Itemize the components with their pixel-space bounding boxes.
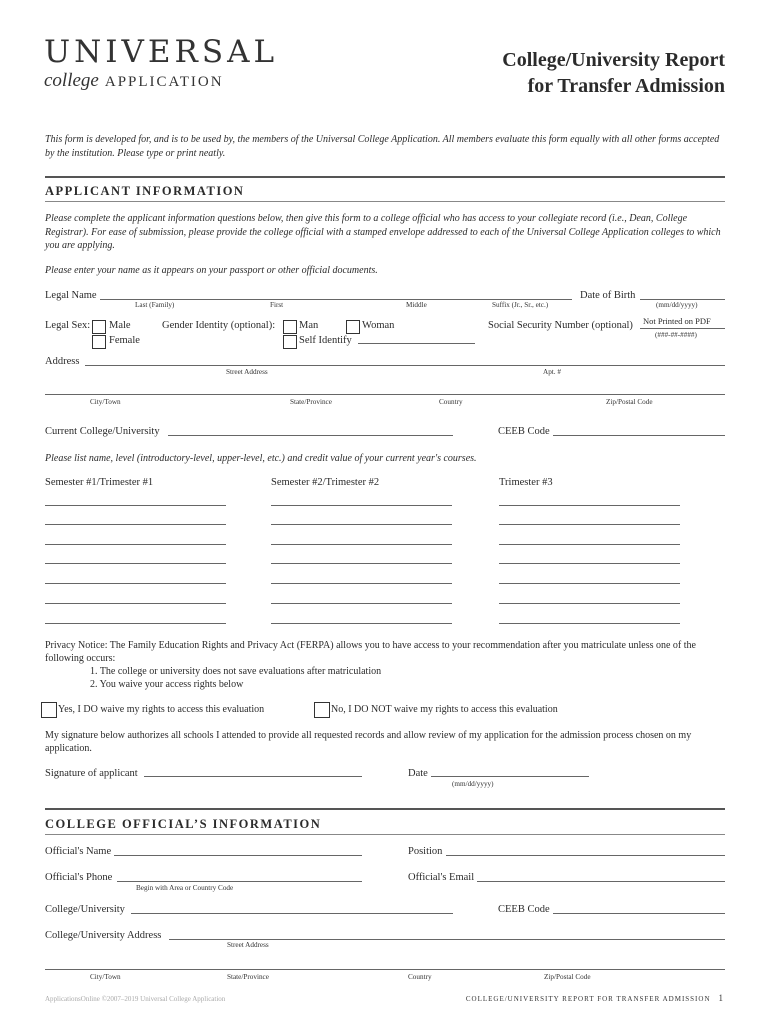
city-caption: City/Town xyxy=(90,398,121,406)
official-country-caption: Country xyxy=(408,973,432,981)
courses-note: Please list name, level (introductory-level, upper-level, etc.) and credit value of your current year's courses. xyxy=(45,453,477,464)
legal-name-field[interactable] xyxy=(100,299,572,300)
address-label: Address xyxy=(45,356,80,367)
trimester3-heading: Trimester #3 xyxy=(499,477,553,488)
waive-yes-checkbox[interactable] xyxy=(41,702,57,718)
official-zip-caption: Zip/Postal Code xyxy=(544,973,591,981)
official-college-label: College/University xyxy=(45,904,125,915)
official-email-label: Official's Email xyxy=(408,872,475,883)
privacy-item-2: 2. You waive your access rights below xyxy=(90,679,244,690)
page-title xyxy=(502,47,725,99)
section-divider xyxy=(45,808,725,810)
state-caption: State/Province xyxy=(290,398,332,406)
ssn-format: (###-##-####) xyxy=(655,331,697,339)
logo-universal: UNIVERSAL xyxy=(44,34,279,70)
country-caption: Country xyxy=(439,398,463,406)
official-ceeb-field[interactable] xyxy=(553,913,725,914)
city-state-field[interactable] xyxy=(45,394,725,395)
position-field[interactable] xyxy=(446,855,725,856)
signature-date-label: Date xyxy=(408,768,428,779)
applicant-instructions: Please complete the applicant information questions below, then give this form to a college official who has access to your collegiate record (i.e., Dean, College Registrar). For ease of submission, please provide the college official with a stamped envelope addressed to each of the Universal College Application colleges to which you are applying. xyxy=(45,213,721,251)
dob-field[interactable] xyxy=(640,299,725,300)
woman-label: Woman xyxy=(362,320,395,331)
male-checkbox[interactable] xyxy=(92,320,106,334)
man-label: Man xyxy=(299,320,319,331)
female-label: Female xyxy=(109,335,140,346)
course-line-col2-row7[interactable] xyxy=(271,623,452,624)
page-title-line1: College/University Report xyxy=(502,49,725,71)
course-line-col1-row2[interactable] xyxy=(45,524,226,525)
semester1-heading: Semester #1/Trimester #1 xyxy=(45,477,154,488)
footer-form-name xyxy=(466,993,724,1003)
street-address-field[interactable] xyxy=(85,365,725,366)
footer-form-title: COLLEGE/UNIVERSITY REPORT FOR TRANSFER ADMISSION xyxy=(465,995,711,1003)
waive-yes-label: Yes, I DO waive my rights to access this evaluation xyxy=(58,704,265,715)
official-phone-label: Official's Phone xyxy=(45,872,113,883)
apt-caption: Apt. # xyxy=(543,368,561,376)
course-line-col1-row7[interactable] xyxy=(45,623,226,624)
section-divider xyxy=(45,201,725,202)
signature-label: Signature of applicant xyxy=(45,768,138,779)
suffix-caption: Suffix (Jr., Sr., etc.) xyxy=(492,301,549,309)
ceeb-field[interactable] xyxy=(553,435,725,436)
last-name-caption: Last (Family) xyxy=(135,301,175,309)
course-line-col1-row4[interactable] xyxy=(45,563,226,564)
ssn-value: Not Printed on PDF xyxy=(643,316,711,326)
official-city-state-field[interactable] xyxy=(45,969,725,970)
course-line-col1-row1[interactable] xyxy=(45,505,226,506)
page-number: 1 xyxy=(718,993,724,1003)
official-address-label: College/University Address xyxy=(45,930,162,941)
course-line-col3-row2[interactable] xyxy=(499,524,680,525)
ssn-label: Social Security Number (optional) xyxy=(488,320,633,331)
official-phone-field[interactable] xyxy=(117,881,362,882)
semester2-heading: Semester #2/Trimester #2 xyxy=(271,477,380,488)
male-label: Male xyxy=(109,320,131,331)
course-line-col2-row4[interactable] xyxy=(271,563,452,564)
course-line-col1-row6[interactable] xyxy=(45,603,226,604)
zip-caption: Zip/Postal Code xyxy=(606,398,653,406)
phone-caption: Begin with Area or Country Code xyxy=(136,884,234,892)
course-line-col3-row3[interactable] xyxy=(499,544,680,545)
signature-date-field[interactable] xyxy=(431,776,589,777)
position-label: Position xyxy=(408,846,443,857)
course-line-col2-row2[interactable] xyxy=(271,524,452,525)
dob-format: (mm/dd/yyyy) xyxy=(656,301,698,309)
privacy-notice: Privacy Notice: The Family Education Rights and Privacy Act (FERPA) allows you to have access to your recommendation after you matriculate unless one of the following occurs: xyxy=(45,640,696,664)
course-line-col1-row3[interactable] xyxy=(45,544,226,545)
official-college-field[interactable] xyxy=(131,913,453,914)
official-city-caption: City/Town xyxy=(90,973,121,981)
self-identify-field[interactable] xyxy=(358,343,475,344)
section-heading-applicant: APPLICANT INFORMATION xyxy=(45,184,245,198)
gender-identity-label: Gender Identity (optional): xyxy=(162,320,276,331)
course-line-col3-row7[interactable] xyxy=(499,623,680,624)
official-street-field[interactable] xyxy=(169,939,725,940)
official-name-label: Official's Name xyxy=(45,846,112,857)
ceeb-label: CEEB Code xyxy=(498,426,550,437)
course-line-col2-row6[interactable] xyxy=(271,603,452,604)
official-email-field[interactable] xyxy=(477,881,725,882)
legal-sex-label: Legal Sex: xyxy=(45,320,91,331)
course-line-col3-row6[interactable] xyxy=(499,603,680,604)
waive-no-checkbox[interactable] xyxy=(314,702,330,718)
logo-college-word: college xyxy=(44,70,99,91)
section-divider xyxy=(45,834,725,835)
course-line-col3-row4[interactable] xyxy=(499,563,680,564)
page-title-line2: for Transfer Admission xyxy=(527,75,725,97)
course-line-col2-row5[interactable] xyxy=(271,583,452,584)
ssn-field[interactable] xyxy=(640,328,725,329)
course-line-col3-row5[interactable] xyxy=(499,583,680,584)
official-street-caption: Street Address xyxy=(227,941,269,949)
official-state-caption: State/Province xyxy=(227,973,269,981)
intro-text: This form is developed for, and is to be used by, the members of the Universal College Application. All members evaluate this form equally with all other forms accepted by the institution. Please type or print neatly. xyxy=(45,134,720,159)
course-line-col1-row5[interactable] xyxy=(45,583,226,584)
signature-field[interactable] xyxy=(144,776,362,777)
course-line-col3-row1[interactable] xyxy=(499,505,680,506)
section-heading-official: COLLEGE OFFICIAL’S INFORMATION xyxy=(45,817,322,831)
man-checkbox[interactable] xyxy=(283,320,297,334)
street-address-caption: Street Address xyxy=(226,368,268,376)
section-divider xyxy=(45,176,725,178)
signature-date-format: (mm/dd/yyyy) xyxy=(452,780,494,788)
current-college-label: Current College/University xyxy=(45,426,160,437)
dob-label: Date of Birth xyxy=(580,290,636,301)
course-line-col2-row1[interactable] xyxy=(271,505,452,506)
self-identify-checkbox[interactable] xyxy=(283,335,297,349)
name-note: Please enter your name as it appears on your passport or other official documents. xyxy=(45,265,378,276)
current-college-field[interactable] xyxy=(168,435,453,436)
authorization-text: My signature below authorizes all schools I attended to provide all requested records and allow review of my application for the admission process chosen on my application. xyxy=(45,730,692,754)
official-name-field[interactable] xyxy=(114,855,362,856)
self-identify-label: Self Identify xyxy=(299,335,352,346)
woman-checkbox[interactable] xyxy=(346,320,360,334)
legal-name-label: Legal Name xyxy=(45,290,97,301)
female-checkbox[interactable] xyxy=(92,335,106,349)
first-name-caption: First xyxy=(270,301,284,309)
middle-name-caption: Middle xyxy=(406,301,427,309)
footer-copyright: ApplicationsOnline ©2007–2019 Universal College Application xyxy=(45,995,226,1003)
course-line-col2-row3[interactable] xyxy=(271,544,452,545)
logo-application-word: APPLICATION xyxy=(104,74,224,90)
waive-no-label: No, I DO NOT waive my rights to access this evaluation xyxy=(331,704,558,715)
privacy-item-1: 1. The college or university does not save evaluations after matriculation xyxy=(90,666,382,677)
official-ceeb-label: CEEB Code xyxy=(498,904,550,915)
logo-college-application xyxy=(44,70,224,92)
